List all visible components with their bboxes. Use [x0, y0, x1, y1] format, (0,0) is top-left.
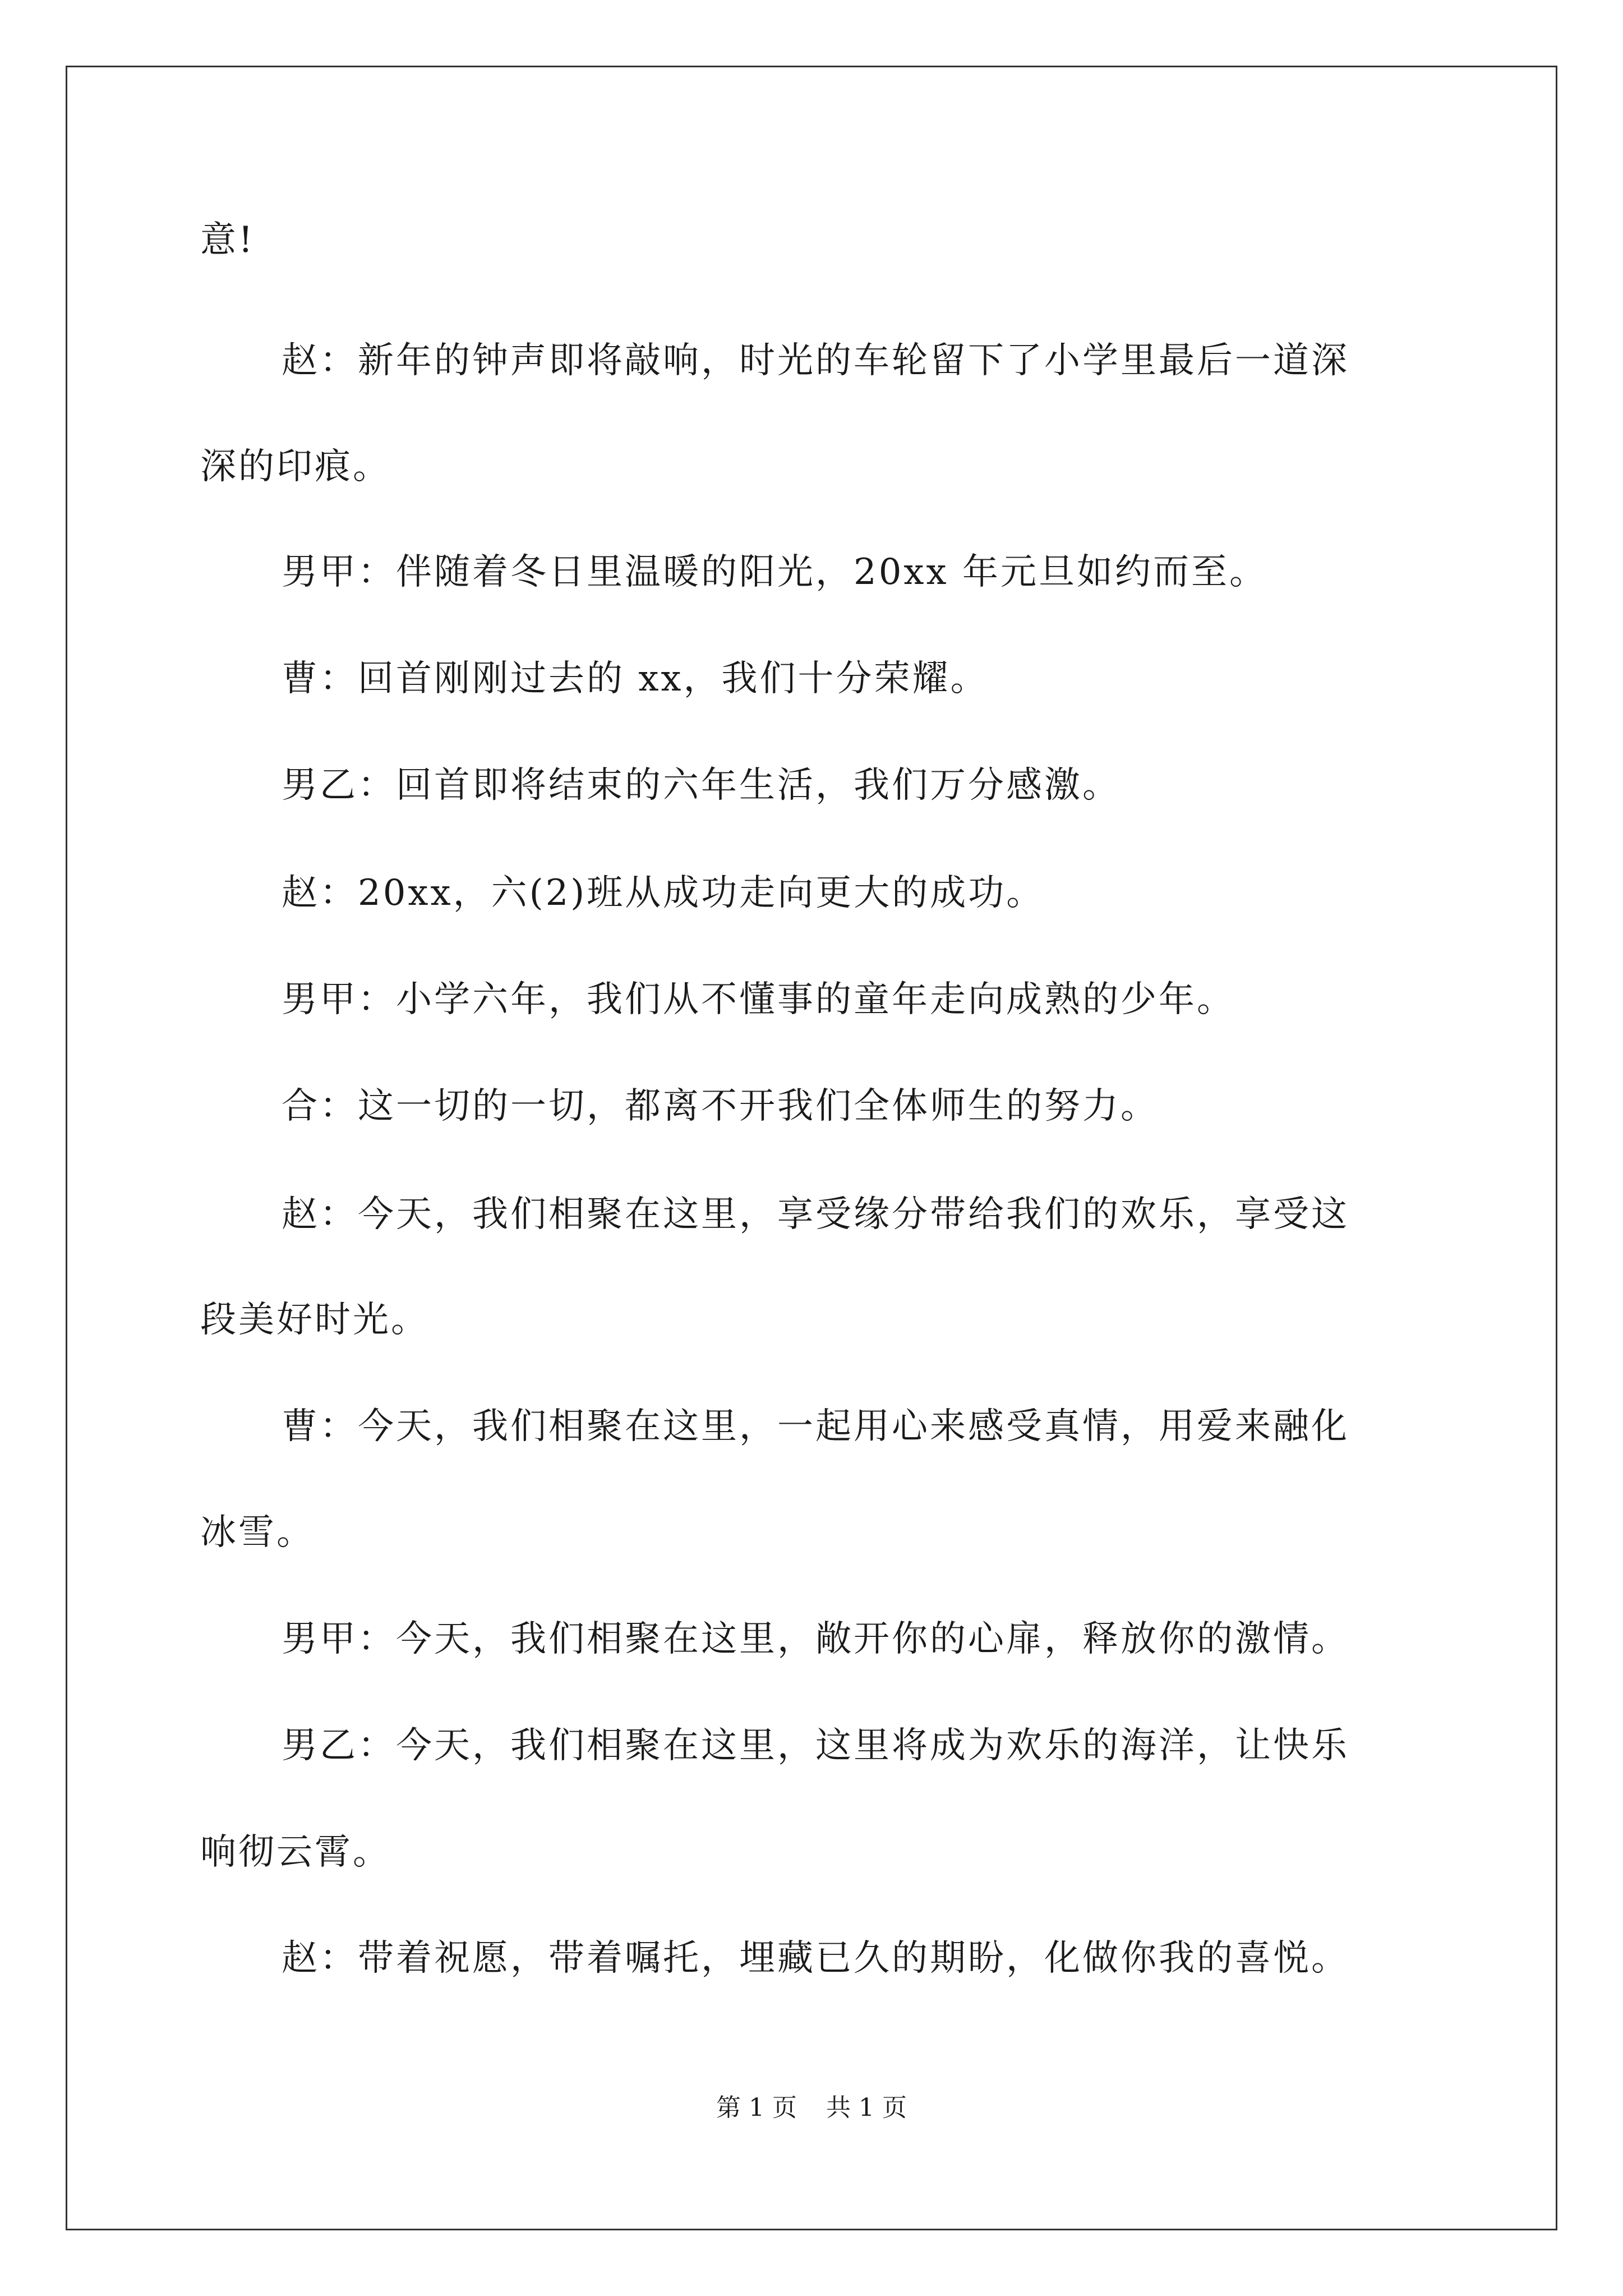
text-line: 赵：20xx，六(2)班从成功走向更大的成功。 [282, 872, 1045, 914]
text-line: 男乙：今天，我们相聚在这里，这里将成为欢乐的海洋，让快乐 [282, 1725, 1349, 1766]
text-line: 段美好时光。 [200, 1299, 429, 1341]
text-line: 曹：回首刚刚过去的 xx，我们十分荣耀。 [282, 658, 989, 700]
text-line: 男乙：回首即将结束的六年生活，我们万分感激。 [282, 765, 1121, 806]
text-line: 响彻云霄。 [200, 1832, 391, 1873]
text-line: 冰雪。 [200, 1512, 315, 1553]
text-line: 赵：今天，我们相聚在这里，享受缘分带给我们的欢乐，享受这 [282, 1194, 1349, 1235]
text-line: 合：这一切的一切，都离不开我们全体师生的努力。 [282, 1085, 1159, 1127]
page-number-total: 共 1 页 [826, 2093, 907, 2122]
text-line: 意! [200, 219, 255, 261]
page-footer [0, 2091, 1623, 2125]
text-line: 深的印痕。 [200, 446, 391, 487]
text-line: 男甲：今天，我们相聚在这里，敞开你的心扉，释放你的激情。 [282, 1618, 1349, 1660]
text-line: 曹：今天，我们相聚在这里，一起用心来感受真情，用爱来融化 [282, 1406, 1349, 1447]
text-line: 男甲：伴随着冬日里温暖的阳光，20xx 年元旦如约而至。 [282, 551, 1267, 593]
text-line: 男甲：小学六年，我们从不懂事的童年走向成熟的少年。 [282, 979, 1235, 1020]
text-line: 赵：带着祝愿，带着嘱托，埋藏已久的期盼，化做你我的喜悦。 [282, 1938, 1349, 1979]
text-line: 赵：新年的钟声即将敲响，时光的车轮留下了小学里最后一道深 [282, 340, 1349, 381]
page-number-current: 第 1 页 [716, 2093, 797, 2122]
